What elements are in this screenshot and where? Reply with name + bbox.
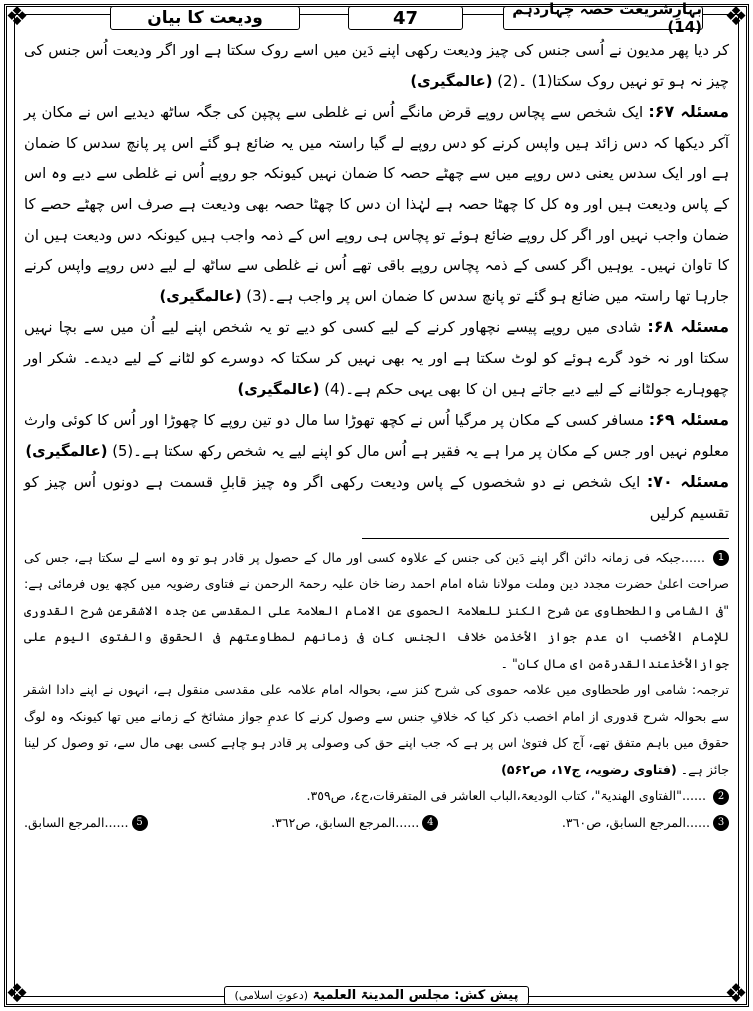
footnote-divider xyxy=(362,538,729,539)
paragraph-continuation xyxy=(24,36,729,97)
masala-label: مسئلہ ۶۸: xyxy=(647,317,729,337)
corner-ornament-top-right: ❖ xyxy=(724,2,748,32)
footnote-arabic-quote: "فی الشامی والطحطاوی عن شرح الکنز للعلامۃ الحموی عن الامام العلامۃ علی المقدسی عن جدہ الاشقرعن شرح القدوری للإمام الأخصب ان عدم جواز الأخذمن خلاف الجنس کان فی زمانھم لمطاوعتھم فی الحقوق والفتوی الیوم علی جوازالأخذعندالقدرۃمن ای مال کان" ۔ xyxy=(24,602,729,671)
chapter-title: ودیعت کا بیان xyxy=(110,6,300,30)
footnote-number: 3 xyxy=(713,815,729,831)
reference: (عالمگیری) xyxy=(237,380,320,398)
page-number: 47 xyxy=(348,6,463,30)
institution-name: (دعوتِ اسلامی) xyxy=(234,989,309,1002)
masala-67 xyxy=(24,97,729,312)
publisher-box xyxy=(224,986,530,1005)
paragraph-text: ایک شخص نے دو شخصوں کے پاس ودیعت رکھی اگر وہ چیز قابلِ قسمت ہے دونوں اُس چیز کو تقسیم کرلیں xyxy=(24,474,729,522)
footnote-1 xyxy=(24,545,729,678)
masala-label: مسئلہ ۶۷: xyxy=(648,102,729,122)
corner-ornament-bottom-right: ❖ xyxy=(724,979,748,1009)
page-body xyxy=(24,36,729,836)
corner-ornament-top-left: ❖ xyxy=(5,2,29,32)
footnote-3 xyxy=(562,810,729,836)
paragraph-text: مسافر کسی کے مکان پر مرگیا اُس نے کچھ تھوڑا سا مال دو تین روپے کا چھوڑا اور اُس کا کوئی وارث معلوم نہیں اور جس کے مکان پر مرا ہے یہ فقیر ہے اُس مال کو اپنے لیے یہ شخص رکھ سکتا ہے۔(5) xyxy=(24,412,729,460)
reference: (عالمگیری) xyxy=(25,442,108,460)
footnote-number: 2 xyxy=(713,789,729,805)
masala-69 xyxy=(24,405,729,467)
translation-text: ترجمہ: شامی اور طحطاوی میں علامہ حموی کی شرح کنز سے، بحوالہ امام علامہ علی مقدسی منقول ہے، انہوں نے اپنے دادا اشقر سے بحوالہ شرح قدوری از امام اخصب ذکر کیا کہ خلافِ جنس سے وصول کرنے کا عدمِ جواز مشائخ کے زمانے میں تھا کیونکہ وہ لوگ حقوق میں باہم متفق تھے، آج کل فتویٰ اس پر ہے کہ جب اپنے حق کی وصولی پر قادر ہو چاہے کسی بھی مال سے، تو وصول کر لینا جائز ہے۔ xyxy=(24,682,729,777)
footnote-text: ......المرجع السابق، ص٣٦٢. xyxy=(271,814,420,830)
masala-68 xyxy=(24,312,729,405)
footnote-number: 5 xyxy=(132,815,148,831)
page-footer xyxy=(0,986,753,1005)
footnotes-row xyxy=(24,810,729,836)
masala-label: مسئلہ ۷۰: xyxy=(646,472,729,492)
footnote-4 xyxy=(271,810,438,836)
paragraph-text: شادی میں روپے پیسے نچھاور کرنے کے لیے کسی کو دیے تو یہ شخص اپنے لیے اُن میں سے بچا نہیں سکتا اور نہ خود گرے ہوئے کو لوٹ سکتا ہے اور یہ بھی نہیں کر سکتا کہ دوسرے کو لٹانے کے لیے دیدے۔ شکر اور چھوہارے جولٹانے کے لیے دیے جاتے ہیں ان کا بھی یہی حکم ہے۔(4) xyxy=(24,319,729,398)
reference: (عالمگیری) xyxy=(410,72,493,90)
footnote-source: (فتاوی رضویہ، ج۱۷، ص۵۶۲) xyxy=(501,761,677,777)
footnote-1-translation xyxy=(24,677,729,783)
footnote-text: ......المرجع السابق، ص٣٦٠. xyxy=(561,814,710,830)
corner-ornament-bottom-left: ❖ xyxy=(5,979,29,1009)
paragraph-text: ایک شخص سے پچاس روپے قرض مانگے اُس نے غلطی سے پچپن کی جگہ ساٹھ دیدیے اس نے مکان پر آکر دیکھا کہ دس زائد ہیں واپس کرنے کو دس روپے لے گیا راستہ میں یہ ضائع ہو گئے اس پر پانچ سدس کا ضمان ہے اور ایک سدس یعنی دس روپے میں سے چھٹے حصہ کا ضمان نہیں کیونکہ جو روپے اُس نے غلطی سے دیے وہ اس کے پاس ودیعت ہیں اور وہ کل کا چھٹا حصہ ہے لہٰذا ان دس کا چھٹا حصہ بھی ودیعت ہے صرف اس چھٹے حصے کا ضمان واجب نہیں اور اگر کل روپے ضائع ہوئے تو پچاس ہی روپے اس کے ذمہ واجب ہیں کیونکہ دس ودیعت ہیں ان کا تاوان نہیں۔ یوہیں اگر کسی کے ذمہ پچاس روپے باقی تھے اُس نے غلطی سے ساٹھ لے لیے دس روپے واپس کرنے جارہا تھا راستہ میں ضائع ہو گئے تو پانچ سدس کا ضمان اس پر واجب ہے۔(3) xyxy=(24,104,729,305)
paragraph-text: کر دیا پھر مدیون نے اُسی جنس کی چیز ودیعت رکھی اپنے دَین میں اسے روک سکتا ہے اور اگر ودیعت اُس جنس کی چیز نہ ہو تو نہیں روک سکتا(1) ۔(2) xyxy=(24,42,729,90)
footer-label: پیش کش: xyxy=(454,988,519,1003)
publisher-name: مجلس المدینۃ العلمیۃ xyxy=(312,988,450,1003)
footnote-5 xyxy=(24,810,148,836)
footnote-number: 4 xyxy=(422,815,438,831)
footnote-text: ......"الفتاوی الھندیۃ"، کتاب الودیعۃ،الباب العاشر فی المتفرقات،ج٤، ص٣٥٩. xyxy=(306,788,706,803)
footnote-text: ......جبکہ فی زمانہ دائن اگر اپنے دَین کی جنس کے علاوہ کسی اور مال کے حصول پر قادر ہو تو وہ اسے لے سکتا ہے، جس کی صراحت اعلیٰ حضرت مجدد دین وملت مولانا شاہ امام احمد رضا خان علیہ رحمۃ الرحمن نے فتاوی رضویہ میں کچھ یوں فرمائی ہے: xyxy=(24,549,729,591)
masala-70 xyxy=(24,467,729,529)
footnote-number: 1 xyxy=(713,550,729,566)
page-header xyxy=(30,0,723,36)
masala-label: مسئلہ ۶۹: xyxy=(648,410,729,430)
reference: (عالمگیری) xyxy=(159,287,242,305)
book-title: بہارِشریعت حصہ چہاردہم (14) xyxy=(503,6,703,30)
footnote-2 xyxy=(24,783,729,810)
footnote-text: ......المرجع السابق. xyxy=(24,814,129,830)
